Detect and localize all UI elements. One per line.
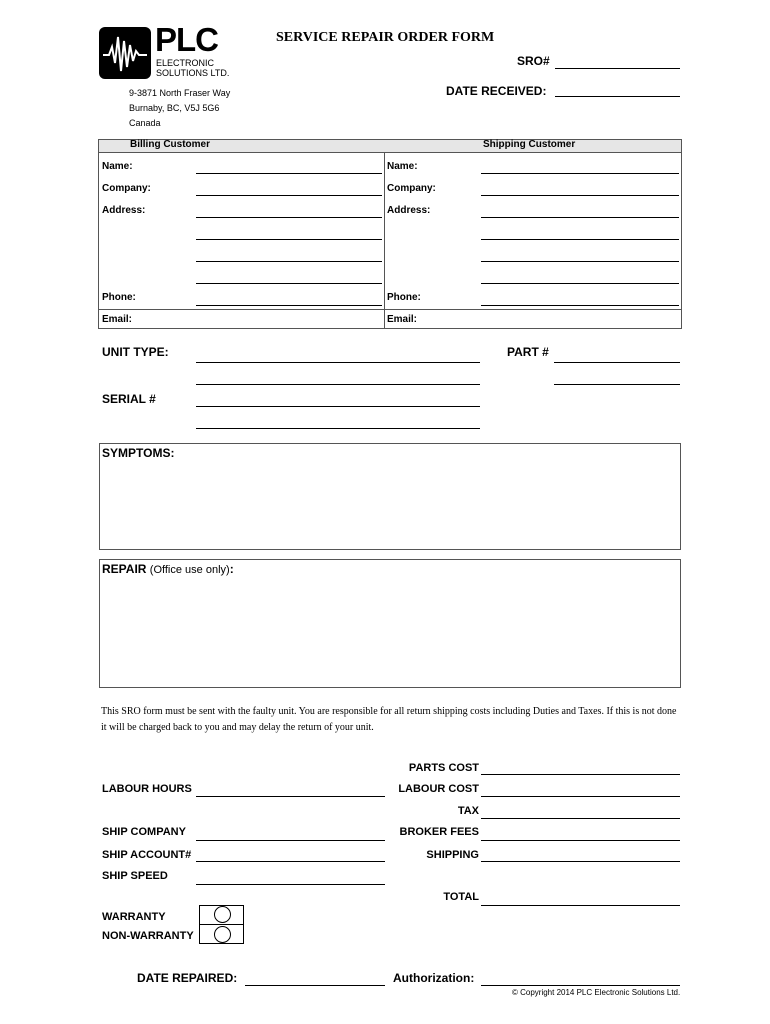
billing-name-label: Name:	[102, 161, 133, 172]
serial-number-field-2[interactable]	[196, 428, 480, 429]
date-repaired-label: DATE REPAIRED:	[137, 971, 238, 985]
serial-number-field-1[interactable]	[196, 406, 480, 407]
sro-label: SRO#	[517, 54, 550, 68]
non-warranty-label: NON-WARRANTY	[102, 930, 194, 942]
shipping-email-label: Email:	[387, 314, 418, 325]
shipping-name-label: Name:	[387, 161, 418, 172]
shipping-address-field-4[interactable]	[481, 283, 679, 284]
repair-label: REPAIR	[102, 562, 147, 576]
ship-account-label: SHIP ACCOUNT#	[102, 849, 192, 861]
billing-address-field-2[interactable]	[196, 239, 382, 240]
non-warranty-radio[interactable]	[214, 926, 231, 943]
symptoms-label: SYMPTOMS:	[102, 446, 175, 460]
total-label: TOTAL	[443, 891, 479, 903]
ship-company-label: SHIP COMPANY	[102, 826, 186, 838]
shipping-phone-label: Phone:	[387, 292, 421, 303]
waveform-logo-icon	[99, 27, 151, 79]
shipping-phone-field[interactable]	[481, 305, 679, 306]
broker-fees-label: BROKER FEES	[399, 826, 479, 838]
date-received-field[interactable]	[555, 96, 680, 97]
shipping-company-field[interactable]	[481, 195, 679, 196]
tax-label: TAX	[457, 805, 479, 817]
part-number-field-2[interactable]	[554, 384, 680, 385]
authorization-label: Authorization:	[393, 971, 475, 985]
broker-fees-field[interactable]	[481, 840, 680, 841]
repair-heading	[102, 562, 234, 576]
warranty-radio[interactable]	[214, 906, 231, 923]
date-repaired-field[interactable]	[245, 985, 385, 986]
labour-hours-field[interactable]	[196, 796, 385, 797]
parts-cost-field[interactable]	[481, 774, 680, 775]
copyright-text: © Copyright 2014 PLC Electronic Solutions Ltd.	[512, 988, 681, 997]
unit-type-field-1[interactable]	[196, 362, 480, 363]
address-line-1: 9-3871 North Fraser Way	[129, 88, 231, 98]
billing-phone-label: Phone:	[102, 292, 136, 303]
shipping-address-field-3[interactable]	[481, 261, 679, 262]
unit-type-field-2[interactable]	[196, 384, 480, 385]
symptoms-box[interactable]	[99, 443, 681, 550]
billing-address-label: Address:	[102, 205, 146, 216]
labour-cost-label: LABOUR COST	[398, 783, 479, 795]
labour-hours-label: LABOUR HOURS	[102, 783, 192, 795]
billing-address-field-3[interactable]	[196, 261, 382, 262]
warranty-label: WARRANTY	[102, 911, 166, 923]
shipping-field[interactable]	[481, 861, 680, 862]
billing-address-field-4[interactable]	[196, 283, 382, 284]
billing-company-label: Company:	[102, 183, 151, 194]
billing-company-field[interactable]	[196, 195, 382, 196]
logo-subtext-1: ELECTRONIC	[156, 58, 215, 68]
sro-field[interactable]	[555, 68, 680, 69]
parts-cost-label: PARTS COST	[408, 762, 479, 774]
authorization-field[interactable]	[481, 985, 680, 986]
shipping-address-label: Address:	[387, 205, 431, 216]
part-number-label: PART #	[507, 345, 549, 359]
total-field[interactable]	[481, 905, 680, 906]
tax-field[interactable]	[481, 818, 680, 819]
logo-text: PLC	[155, 21, 218, 58]
address-line-2: Burnaby, BC, V5J 5G6	[129, 103, 220, 113]
serial-number-label: SERIAL #	[102, 392, 156, 406]
billing-email-label: Email:	[102, 314, 133, 325]
repair-colon: :	[229, 562, 234, 576]
address-line-3: Canada	[129, 118, 161, 128]
date-received-label: DATE RECEIVED:	[446, 84, 547, 98]
shipping-label: SHIPPING	[426, 849, 479, 861]
billing-customer-header: Billing Customer	[130, 139, 211, 150]
billing-phone-field[interactable]	[196, 305, 382, 306]
ship-speed-field[interactable]	[196, 884, 385, 885]
ship-speed-label: SHIP SPEED	[102, 870, 168, 882]
part-number-field-1[interactable]	[554, 362, 680, 363]
shipping-company-label: Company:	[387, 183, 436, 194]
ship-company-field[interactable]	[196, 840, 385, 841]
shipping-name-field[interactable]	[481, 173, 679, 174]
unit-type-label: UNIT TYPE:	[102, 345, 169, 359]
labour-cost-field[interactable]	[481, 796, 680, 797]
shipping-address-field-2[interactable]	[481, 239, 679, 240]
billing-name-field[interactable]	[196, 173, 382, 174]
shipping-notice: This SRO form must be sent with the faulty unit. You are responsible for all return shipping costs including Duties and Taxes. If this is not done it will be charged back to you and may delay the return of your unit.	[101, 706, 677, 733]
shipping-customer-header: Shipping Customer	[483, 139, 576, 150]
logo-subtext-2: SOLUTIONS LTD.	[156, 68, 230, 78]
repair-note: (Office use only)	[149, 564, 230, 576]
shipping-address-field-1[interactable]	[481, 217, 679, 218]
ship-account-field[interactable]	[196, 861, 385, 862]
form-title: SERVICE REPAIR ORDER FORM	[276, 30, 495, 45]
repair-box[interactable]	[99, 559, 681, 688]
company-logo	[99, 21, 239, 79]
billing-address-field-1[interactable]	[196, 217, 382, 218]
company-address	[129, 86, 230, 131]
